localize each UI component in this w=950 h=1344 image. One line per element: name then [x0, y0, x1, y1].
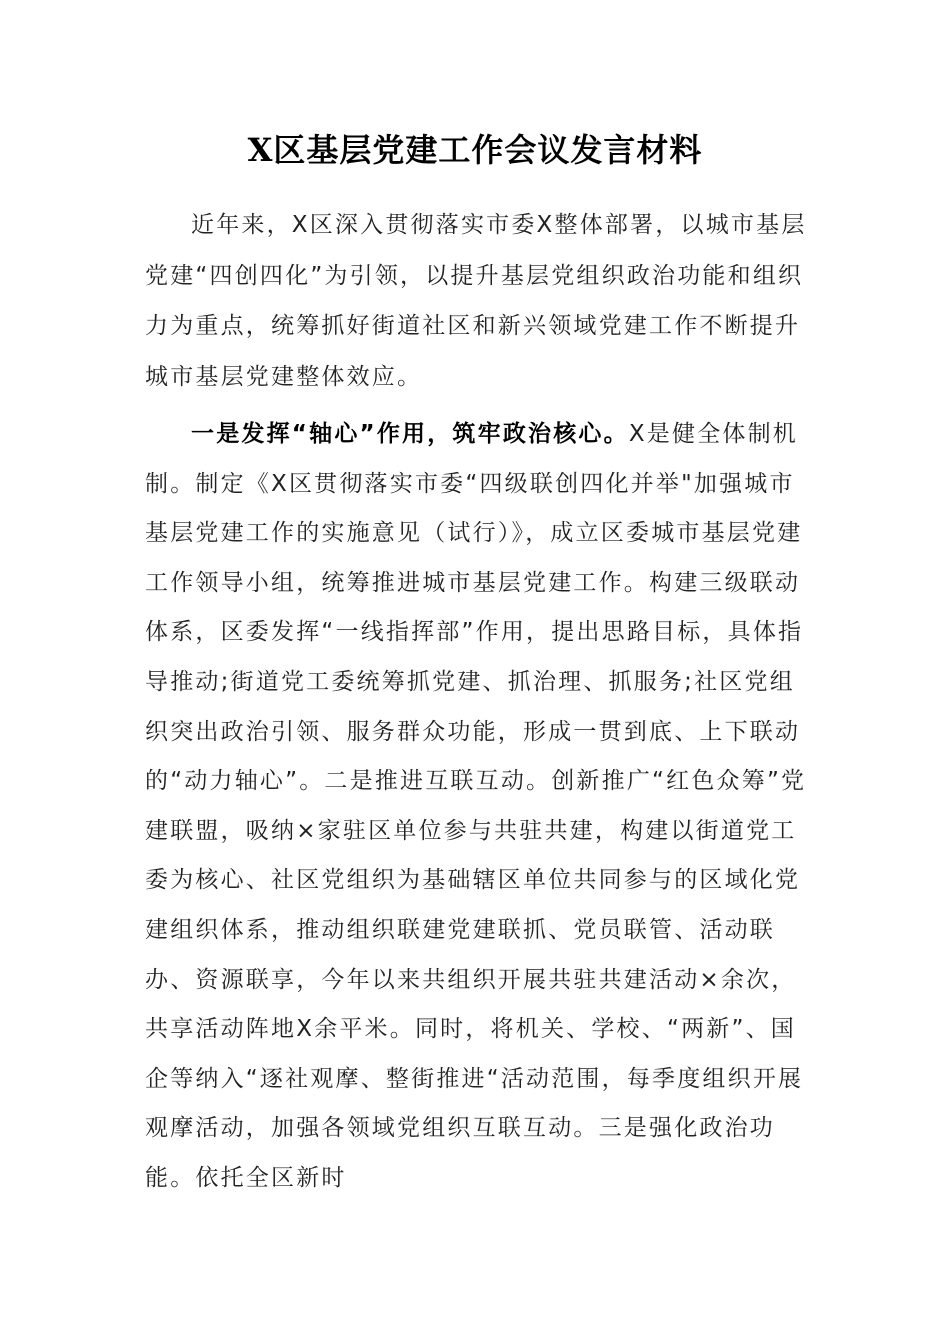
section-one-body: X是健全体制机制。制定《X区贯彻落实市委“四级联创四化并举"加强城市基层党建工作的实施意见（试行）》，成立区委城市基层党建工作领导小组，统筹推进城市基层党建工作。构建三级联动体系，区委发挥“一线指挥部”作用，提出思路目标，具体指导推动;街道党工委统筹抓党建、抓治理、抓服务;社区党组织突出政治引领、服务群众功能，形成一贯到底、上下联动的“动力轴心”。二是推进互联互动。创新推广“红色众筹”党建联盟，吸纳×家驻区单位参与共驻共建，构建以街道党工委为核心、社区党组织为基础辖区单位共同参与的区域化党建组织体系，推动组织联建党建联抓、党员联管、活动联办、资源联享，今年以来共组织开展共驻共建活动×余次，共享活动阵地X余平米。同时，将机关、学校、“两新”、国企等纳入“逐社观摩、整街推进“活动范围，每季度组织开展观摩活动，加强各领域党组织互联互动。三是强化政治功能。依托全区新时	[145, 421, 807, 1191]
section-one-paragraph	[145, 410, 810, 1204]
section-one-heading: 一是发挥“轴心”作用，筑牢政治核心。	[191, 421, 629, 447]
intro-paragraph: 近年来，X区深入贯彻落实市委X整体部署，以城市基层党建“四创四化”为引领，以提升基层党组织政治功能和组织力为重点，统筹抓好街道社区和新兴领域党建工作不断提升城市基层党建整体效应。	[145, 212, 807, 390]
document-title: X区基层党建工作会议发言材料	[247, 131, 703, 169]
